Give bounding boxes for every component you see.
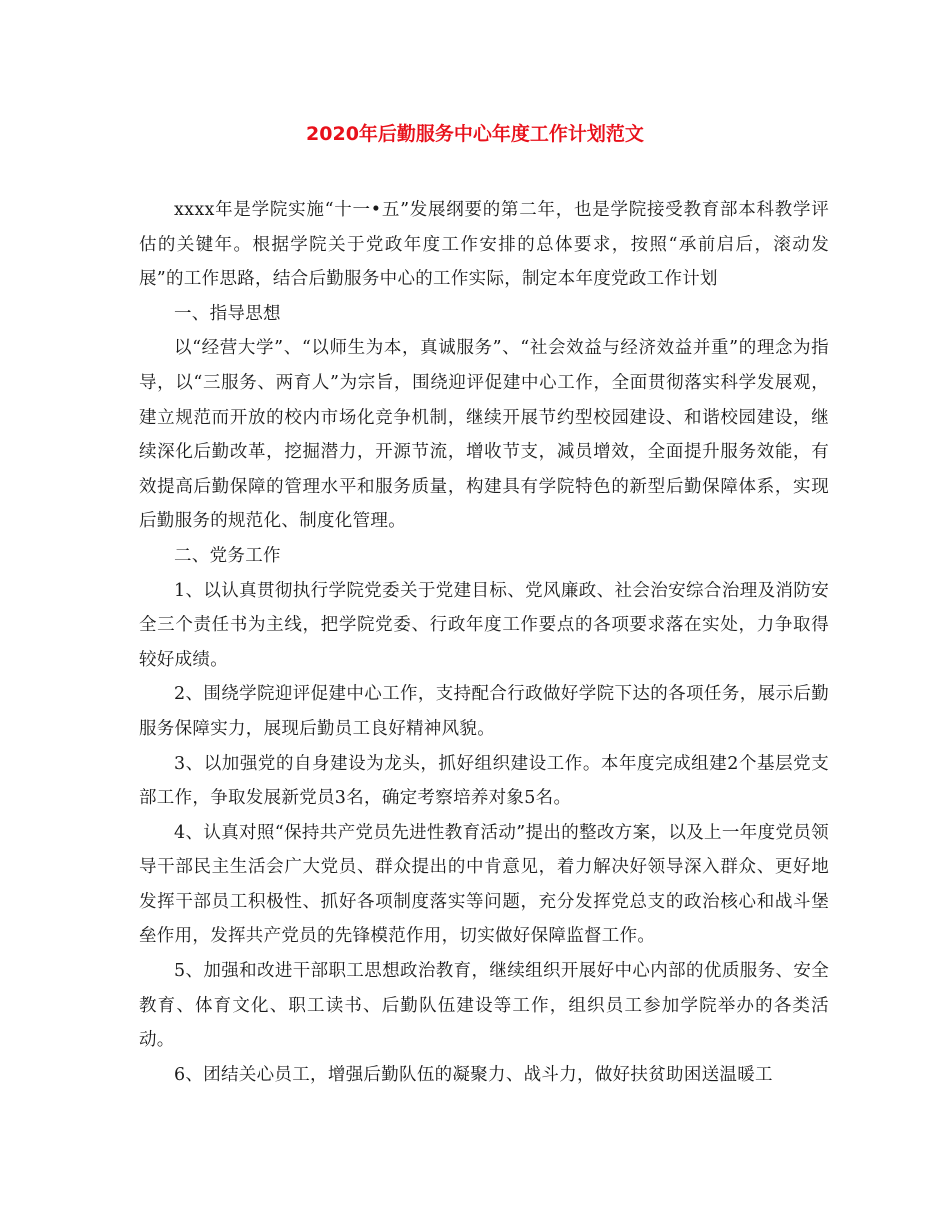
paragraph-guiding-ideology: 以“经营大学”、“以师生为本，真诚服务”、“社会效益与经济效益并重”的理念为指导，以“三服务、两育人”为宗旨，围绕迎评促建中心工作，全面贯彻落实科学发展观，建立规范而开放的校内市场化竞争机制，继续开展节约型校园建设、和谐校园建设，继续深化后勤改革，挖掘潜力，开源节流，增收节支，减员增效，全面提升服务效能，有效提高后勤保障的管理水平和服务质量，构建具有学院特色的新型后勤保障体系，实现后勤服务的规范化、制度化管理。 xyxy=(139,338,829,532)
section-heading-guiding-ideology: 一、指导思想 xyxy=(174,303,281,324)
list-item-2: 2、围绕学院迎评促建中心工作，支持配合行政做好学院下达的各项任务，展示后勤服务保障实力，展现后勤员工良好精神风貌。 xyxy=(139,684,829,739)
list-item-5: 5、加强和改进干部职工思想政治教育，继续组织开展好中心内部的优质服务、安全教育、体育文化、职工读书、后勤队伍建设等工作，组织员工参加学院举办的各类活动。 xyxy=(139,961,829,1051)
list-item-6: 6、团结关心员工，增强后勤队伍的凝聚力、战斗力，做好扶贫助困送温暖工 xyxy=(174,1064,773,1085)
paragraph-intro: xxxx年是学院实施“十一•五”发展纲要的第二年，也是学院接受教育部本科教学评估的关键年。根据学院关于党政年度工作安排的总体要求，按照“承前启后，滚动发展”的工作思路，结合后勤服务中心的工作实际，制定本年度党政工作计划 xyxy=(139,200,829,290)
list-item-1: 1、以认真贯彻执行学院党委关于党建目标、党风廉政、社会治安综合治理及消防安全三个责任书为主线，把学院党委、行政年度工作要点的各项要求落在实处，力争取得较好成绩。 xyxy=(139,580,829,670)
list-item-4: 4、认真对照“保持共产党员先进性教育活动”提出的整改方案，以及上一年度党员领导干部民主生活会广大党员、群众提出的中肯意见，着力解决好领导深入群众、更好地发挥干部员工积极性、抓好各项制度落实等问题，充分发挥党总支的政治核心和战斗堡垒作用，发挥共产党员的先锋模范作用，切实做好保障监督工作。 xyxy=(139,822,829,947)
document-body xyxy=(139,193,829,1092)
list-item-3: 3、以加强党的自身建设为龙头，抓好组织建设工作。本年度完成组建2个基层党支部工作，争取发展新党员3名，确定考察培养对象5名。 xyxy=(139,753,829,809)
document-title: 2020年后勤服务中心年度工作计划范文 xyxy=(306,123,644,145)
section-heading-party-affairs: 二、党务工作 xyxy=(174,545,281,566)
